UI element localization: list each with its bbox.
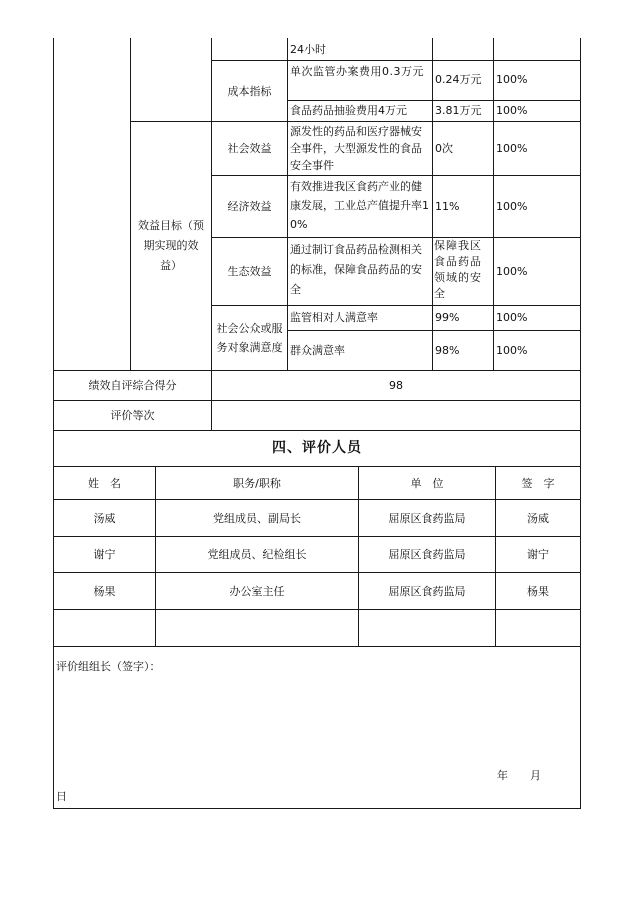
leader-signature-label: 评价组组长（签字）： [56, 660, 161, 673]
satisfaction-indicator-item1: 监管相对人满意率 [290, 311, 378, 324]
header-name: 姓 名 [88, 476, 121, 490]
table-border [432, 38, 433, 370]
social-benefit-indicator: 源发性的药品和医疗器械安全事件，大型源发性的食品安全事件 [290, 125, 422, 172]
table-border [53, 808, 581, 809]
cost-actual-item1: 0.24万元 [435, 73, 482, 86]
satisfaction-score-item1: 100% [496, 311, 528, 324]
overall-score-value: 98 [389, 379, 403, 392]
person-unit: 屈原区食药监局 [388, 584, 466, 598]
social-benefit-score: 100% [496, 142, 528, 155]
cost-indicator-label: 成本指标 [227, 84, 272, 98]
person-title: 办公室主任 [229, 584, 285, 598]
table-border [287, 330, 580, 331]
table-border [493, 38, 494, 370]
header-sign: 签 字 [521, 476, 555, 490]
cost-score-item2: 100% [496, 104, 528, 117]
ecological-benefit-actual: 保障我区食品药品领域的安全 [434, 239, 482, 300]
overall-score-label: 绩效自评综合得分 [88, 379, 177, 392]
economic-benefit-score: 100% [496, 200, 528, 213]
table-border [287, 38, 288, 370]
indicator-24h: 24小时 [290, 43, 326, 56]
ecological-benefit-label: 生态效益 [227, 265, 272, 278]
table-border [53, 646, 581, 647]
satisfaction-actual-item2: 98% [435, 344, 460, 357]
person-unit: 屈原区食药监局 [388, 511, 466, 525]
ecological-benefit-indicator: 通过制订食品药品检测相关的标准，保障食品药品的安全 [290, 243, 422, 296]
person-sign: 谢宁 [527, 548, 549, 561]
cost-actual-item2: 3.81万元 [435, 104, 482, 117]
person-sign: 汤威 [527, 511, 549, 525]
person-unit: 屈原区食药监局 [388, 548, 466, 561]
cost-indicator-item2: 食品药品抽验费用4万元 [290, 104, 407, 117]
satisfaction-actual-item1: 99% [435, 311, 460, 324]
social-benefit-actual: 0次 [435, 142, 453, 155]
person-name: 汤威 [93, 511, 116, 525]
date-day: 日 [56, 790, 67, 803]
grade-value [212, 401, 580, 430]
date-year-month: 年 月 [497, 769, 541, 782]
ecological-benefit-score: 100% [496, 265, 528, 278]
benefit-target-label: 效益目标（预期实现的效益） [138, 219, 204, 272]
person-title: 党组成员、副局长 [213, 511, 301, 525]
economic-benefit-actual: 11% [435, 200, 460, 213]
table-border [53, 609, 581, 610]
person-name: 谢宁 [93, 548, 116, 561]
satisfaction-score-item2: 100% [496, 344, 528, 357]
table-border [287, 100, 580, 101]
satisfaction-indicator-item2: 群众满意率 [290, 344, 345, 357]
header-unit: 单 位 [410, 476, 444, 490]
person-title: 党组成员、纪检组长 [207, 548, 307, 561]
cost-indicator-item1: 单次监管办案费用0.3万元 [290, 65, 424, 78]
satisfaction-label: 社会公众或服务对象满意度 [216, 322, 283, 354]
header-title: 职务/职称 [233, 476, 281, 490]
person-name: 杨果 [93, 584, 116, 598]
table-border [580, 38, 581, 809]
cost-score-item1: 100% [496, 73, 528, 86]
section-title: 四、评价人员 [272, 440, 362, 456]
person-sign: 杨果 [527, 584, 549, 598]
economic-benefit-label: 经济效益 [227, 200, 272, 213]
grade-label: 评价等次 [110, 409, 155, 422]
economic-benefit-indicator: 有效推进我区食药产业的健康发展，工业总产值提升率10% [290, 180, 429, 231]
social-benefit-label: 社会效益 [227, 142, 272, 155]
